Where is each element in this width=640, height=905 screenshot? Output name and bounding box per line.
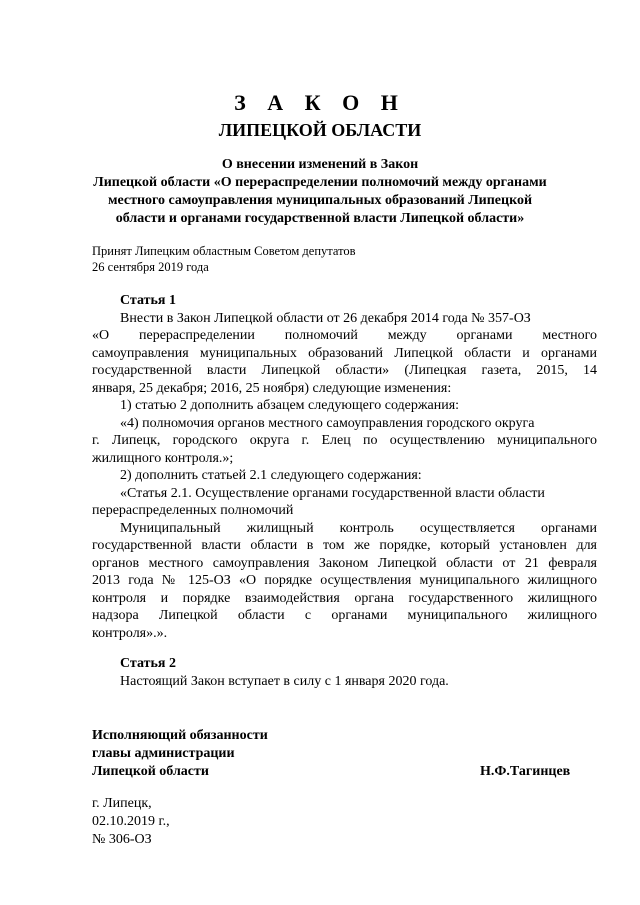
subject-line: О внесении изменений в Закон: [221, 157, 419, 172]
article-1: [92, 292, 597, 642]
article-2-heading: Статья 2: [120, 656, 176, 671]
subject-line: области и органами государственной власти Липецкой области»: [115, 211, 525, 226]
article-1-line: 1) статью 2 дополнить абзацем следующего содержания:: [120, 398, 460, 413]
article-1-line: жилищного контроля.»;: [92, 450, 234, 466]
article-1-line: государственной власти Липецкой области» (Липецкая газета, 2015, 14: [92, 363, 597, 378]
article-1-line: 2013 года № 125-ОЗ «О порядке осуществления муниципального жилищного: [92, 573, 597, 588]
adoption-note: [92, 243, 356, 275]
article-1-line: 2) дополнить статьей 2.1 следующего содержания:: [120, 468, 422, 483]
article-1-line: г. Липецк, городского округа г. Елец по осуществлению муниципального: [92, 433, 597, 448]
issue-place: г. Липецк,: [92, 796, 152, 811]
article-1-line: перераспределенных полномочий: [92, 503, 294, 518]
article-1-line: «О перераспределении полномочий между органами местного: [92, 328, 597, 343]
signer-title-line: Липецкой области: [92, 764, 209, 779]
law-number: № 306-ОЗ: [92, 832, 152, 847]
law-subject: [80, 156, 560, 228]
signer-name: Н.Ф.Тагинцев: [480, 764, 571, 779]
article-1-line: надзора Липецкой области с органами муниципального жилищного: [92, 608, 597, 623]
issue-date: 02.10.2019 г.,: [92, 814, 170, 829]
region-title: ЛИПЕЦКОЙ ОБЛАСТИ: [218, 120, 422, 140]
signer-title-line: главы администрации: [92, 746, 235, 761]
issue-details: [92, 795, 170, 849]
subject-line: местного самоуправления муниципальных образований Липецкой: [107, 193, 533, 208]
law-title: З А К О Н: [234, 90, 406, 115]
article-1-line: контроля».».: [92, 625, 168, 641]
subject-line: Липецкой области «О перераспределении полномочий между органами: [93, 175, 547, 190]
article-1-heading: Статья 1: [120, 293, 176, 308]
signer-title: [92, 727, 268, 781]
article-1-line: «4) полномочия органов местного самоуправления городского округа: [120, 415, 535, 431]
article-1-line: государственной власти области в том же порядке, который установлен для: [92, 538, 597, 553]
adoption-date: 26 сентября 2019 года: [92, 260, 209, 274]
article-1-line: самоуправления муниципальных образований Липецкой области и органами: [92, 345, 597, 361]
article-2-text: Настоящий Закон вступает в силу с 1 января 2020 года.: [120, 673, 449, 689]
adoption-body: Принят Липецким областным Советом депутатов: [92, 244, 356, 258]
article-1-line: января, 25 декабря; 2016, 25 ноября) следующие изменения:: [92, 380, 452, 396]
article-2: [92, 655, 597, 690]
article-1-line: органов местного самоуправления Законом Липецкой области от 21 февраля: [92, 555, 597, 571]
article-1-line: контроля и порядке взаимодействия органа государственного жилищного: [92, 590, 597, 606]
article-1-line: «Статья 2.1. Осуществление органами государственной власти области: [120, 485, 545, 501]
signer-title-line: Исполняющий обязанности: [92, 728, 268, 743]
article-1-line: Внести в Закон Липецкой области от 26 декабря 2014 года № 357-ОЗ: [120, 310, 531, 326]
article-1-line: Муниципальный жилищный контроль осуществляется органами: [120, 520, 597, 536]
